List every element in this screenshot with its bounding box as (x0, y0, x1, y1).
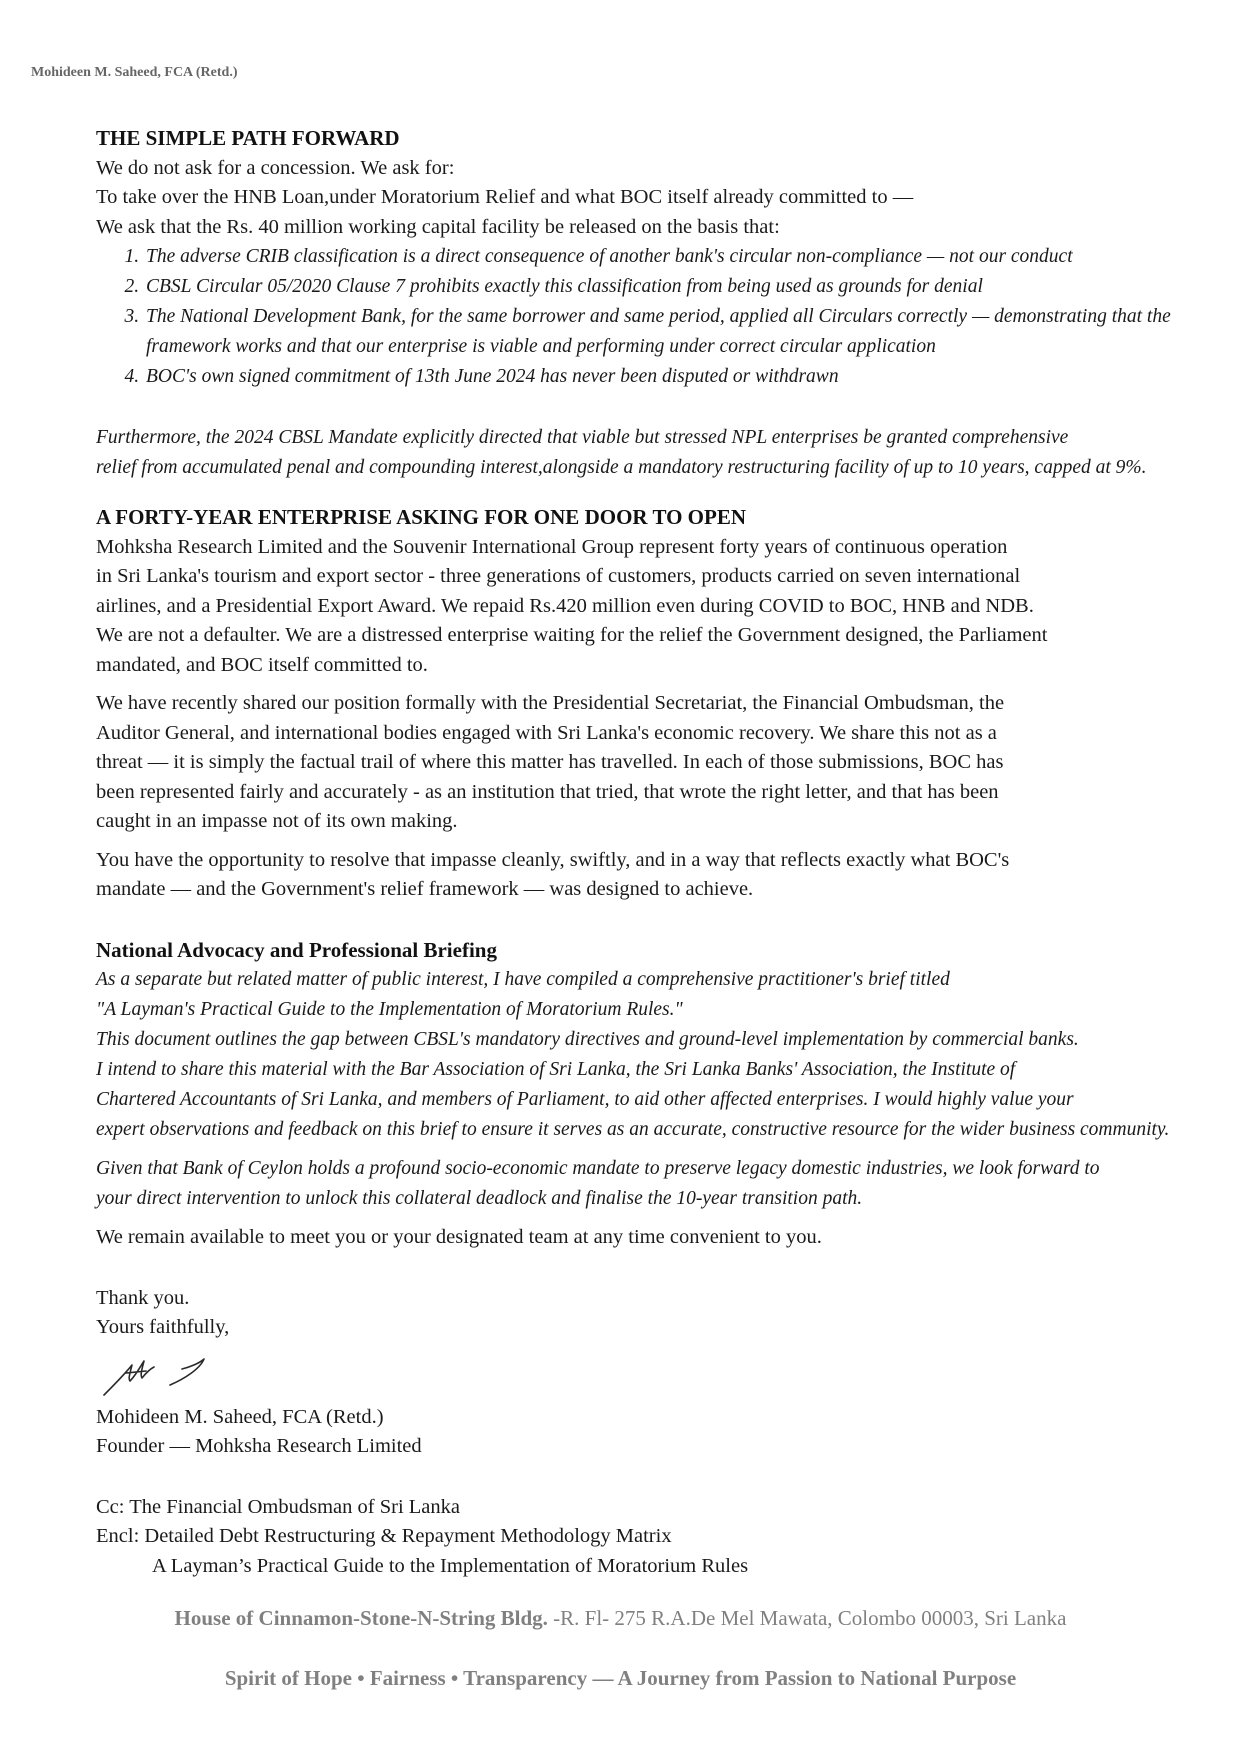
list-item: 1. The adverse CRIB classification is a direct consequence of another bank's circular non-compliance — not our conduct (144, 242, 1181, 272)
text-line: We are not a defaulter. We are a distressed enterprise waiting for the relief the Government designed, the Parliament (96, 624, 1048, 646)
signatory-name: Mohideen M. Saheed, FCA (Retd.) (96, 1405, 384, 1428)
section-heading-forty-year: A FORTY-YEAR ENTERPRISE ASKING FOR ONE DOOR TO OPEN (96, 505, 746, 529)
text-line: relief from accumulated penal and compounding interest,alongside a mandatory restructuring facility of up to 10 years, capped at 9%. (96, 457, 1147, 478)
footer-address (0, 1606, 1241, 1631)
list-item: 4. BOC's own signed commitment of 13th June 2024 has never been disputed or withdrawn (144, 362, 1181, 392)
text-line: mandate — and the Government's relief framework — was designed to achieve. (96, 878, 754, 900)
text-line: This document outlines the gap between CBSL's mandatory directives and ground-level implementation by commercial banks. (96, 1029, 1079, 1050)
text-line: Given that Bank of Ceylon holds a profound socio-economic mandate to preserve legacy domestic industries, we look forward to (96, 1158, 1100, 1179)
text-line: We ask that the Rs. 40 million working capital facility be released on the basis that: (96, 215, 780, 238)
header-author-tag: Mohideen M. Saheed, FCA (Retd.) (31, 65, 238, 80)
text-line: Chartered Accountants of Sri Lanka, and members of Parliament, to aid other affected enterprises. I would highly value your (96, 1089, 1074, 1110)
text-line: Mohksha Research Limited and the Souvenir International Group represent forty years of continuous operation (96, 535, 1008, 558)
section-heading-simple-path: THE SIMPLE PATH FORWARD (96, 126, 400, 150)
text-line: As a separate but related matter of public interest, I have compiled a comprehensive practitioner's brief titled (96, 969, 950, 990)
text-line: expert observations and feedback on this brief to ensure it serves as an accurate, constructive resource for the wider business community. (96, 1119, 1170, 1140)
letter-body (96, 124, 1181, 1581)
list-item: 3. The National Development Bank, for the same borrower and same period, applied all Circulars correctly — demonstrating that the framework works and that our enterprise is viable and performing under correct circular application (144, 302, 1181, 362)
footer-address-bold: House of Cinnamon-Stone-N-String Bldg. (174, 1606, 548, 1630)
footer-motto: Spirit of Hope • Fairness • Transparency — A Journey from Passion to National Purpose (224, 1666, 1017, 1690)
text-line: Furthermore, the 2024 CBSL Mandate explicitly directed that viable but stressed NPL enterprises be granted comprehensive (96, 427, 1069, 448)
text-line: caught in an impasse not of its own making. (96, 810, 458, 832)
text-line: been represented fairly and accurately - as an institution that tried, that wrote the right letter, and that has been (96, 780, 999, 803)
section-heading-advocacy: National Advocacy and Professional Briefing (96, 937, 497, 962)
brief-paragraph (96, 965, 1181, 1145)
text-line: threat — it is simply the factual trail of where this matter has travelled. In each of those submissions, BOC has (96, 751, 1004, 773)
signatory-title: Founder — Mohksha Research Limited (96, 1435, 422, 1457)
text-line: We have recently shared our position formally with the Presidential Secretariat, the Financial Ombudsman, the (96, 692, 1005, 714)
availability-line: We remain available to meet you or your designated team at any time convenient to you. (96, 1226, 822, 1248)
opportunity-paragraph (96, 846, 1181, 905)
signature (96, 1343, 1181, 1403)
text-line: We do not ask for a concession. We ask for: (96, 156, 455, 179)
text-line: To take over the HNB Loan,under Moratorium Relief and what BOC itself already committed to — (96, 186, 914, 208)
thanks-line: Thank you. (96, 1286, 190, 1309)
closing-line: Yours faithfully, (96, 1316, 230, 1338)
text-line: You have the opportunity to resolve that impasse cleanly, swiftly, and in a way that reflects exactly what BOC's (96, 848, 1010, 871)
text-line: I intend to share this material with the Bar Association of Sri Lanka, the Sri Lanka Banks' Association, the Institute of (96, 1059, 1016, 1080)
submissions-paragraph (96, 689, 1181, 837)
reasons-list (96, 242, 1181, 392)
enclosure-line: Encl: Detailed Debt Restructuring & Repayment Methodology Matrix (96, 1525, 672, 1547)
footer-address-rest: -R. Fl- 275 R.A.De Mel Mawata, Colombo 00003, Sri Lanka (547, 1606, 1067, 1630)
text-line: airlines, and a Presidential Export Award. We repaid Rs.420 million even during COVID to BOC, HNB and NDB. (96, 594, 1034, 617)
text-line: Auditor General, and international bodies engaged with Sri Lanka's economic recovery. We share this not as a (96, 721, 997, 744)
text-line: mandated, and BOC itself committed to. (96, 653, 428, 676)
text-line: your direct intervention to unlock this collateral deadlock and finalise the 10-year transition path. (96, 1188, 863, 1209)
enterprise-paragraph (96, 533, 1181, 681)
text-line: "A Layman's Practical Guide to the Implementation of Moratorium Rules." (96, 999, 683, 1020)
cbsl-mandate-paragraph (96, 423, 1181, 483)
signature-drawing (100, 1345, 230, 1401)
cc-line: Cc: The Financial Ombudsman of Sri Lanka (96, 1495, 460, 1518)
text-line: in Sri Lanka's tourism and export sector - three generations of customers, products carried on seven international (96, 565, 1021, 587)
intervention-paragraph (96, 1154, 1181, 1214)
enclosure-line-2: A Layman’s Practical Guide to the Implementation of Moratorium Rules (152, 1554, 749, 1577)
list-item: 2. CBSL Circular 05/2020 Clause 7 prohibits exactly this classification from being used as grounds for denial (144, 272, 1181, 302)
